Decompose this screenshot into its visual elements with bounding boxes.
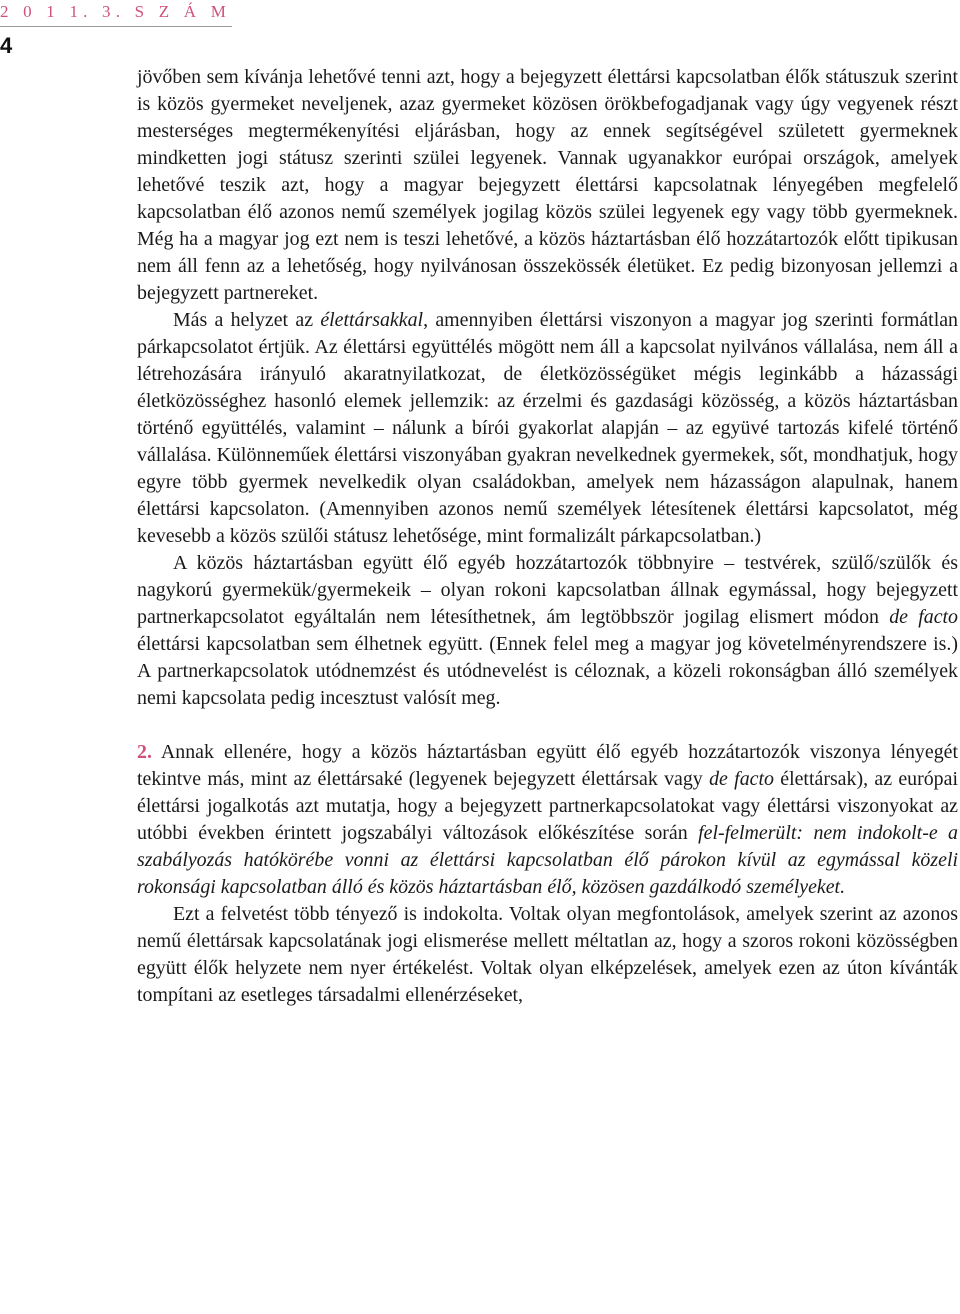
page-number: 4: [0, 33, 13, 58]
paragraph-3: [137, 550, 958, 712]
section-number: 2.: [137, 741, 152, 763]
paragraph-4-text-b: élettársak), az európai élettársi jogalkotás azt mutatja, hogy a bejegyzett partnerkapcsolatokat vagy élettársi viszonyokat az utóbbi években érintett jogszabályi változások előkészítése során: [137, 768, 958, 844]
paragraph-4: [137, 739, 958, 901]
running-header: [0, 0, 232, 27]
paragraph-3-text-a: A közös háztartásban együtt élő egyéb hozzátartozók többnyire – testvérek, szülő/szülők és nagykorú gyermekük/gyermekeik – olyan rokoni kapcsolatban állnak egymással, hogy bejegyzett partnerkapcsolatot egyáltalán nem létesíthetnek, ám legtöbbször jogilag elismert módon: [137, 552, 958, 628]
paragraph-3-text-b: élettársi kapcsolatban sem élhetnek együtt. (Ennek felel meg a magyar jog követelményrendszere is.) A partnerkapcsolatok utódnemzést és utódnevelést is céloznak, a közeli rokonságban álló személyek nemi kapcsolata pedig incesztust valósít meg.: [137, 633, 958, 709]
paragraph-4-text-a: Annak ellenére, hogy a közös háztartásban együtt élő egyéb hozzátartozók viszonya lényegét tekintve más, mint az élettársaké (legyenek bejegyzett élettársak vagy: [137, 741, 958, 790]
paragraph-5: [137, 901, 958, 1009]
paragraph-1-text: jövőben sem kívánja lehetővé tenni azt, hogy a bejegyzett élettársi kapcsolatban élők státuszuk szerint is közös gyermeket neveljenek, azaz gyermeket közösen örökbefogadjanak vagy úgy vegyenek részt mesterséges megtermékenyítési eljárásban, hogy az ennek segítségével született gyermeknek mindketten jogi státusz szerinti szülei legyenek. Vannak ugyanakkor európai országok, amelyek lehetővé teszik azt, hogy a magyar bejegyzett élettársi kapcsolatnak lényegében megfelelő kapcsolatban élő azonos nemű személyek jogilag közös szülei legyenek egy vagy több gyermeknek. Még ha a magyar jog ezt nem is teszi lehetővé, a közös háztartásban élő hozzátartozók előtt tipikusan nem áll fenn az a lehetőség, hogy nyilvánosan összekössék életüket. Ez pedig bizonyosan jellemzi a bejegyzett partnereket.: [137, 66, 958, 304]
paragraph-2: [137, 307, 958, 550]
paragraph-3-emphasis: de facto: [889, 606, 958, 628]
paragraph-2-text-a: Más a helyzet az: [173, 309, 321, 331]
paragraph-5-text: Ezt a felvetést több tényező is indokolta. Voltak olyan megfontolások, amelyek szerint az azonos nemű élettársak kapcsolatának jogi elismerése mellett méltatlan az, hogy a szoros rokoni közösségben együtt élők helyzete nem nyer értékelést. Voltak olyan elképzelések, amelyek ezen az úton kívánták tompítani az esetleges társadalmi ellenérzéseket,: [137, 903, 958, 1006]
paragraph-4-emphasis-b: fel-felmerült: nem indokolt-e a szabályozás hatókörébe vonni az élettársi kapcsolatban élő párokon kívül az egymással közeli rokonsági kapcsolatban álló és közös háztartásban élő, közösen gazdálkodó személyeket.: [137, 822, 958, 898]
paragraph-2-text-b: , amennyiben élettársi viszonyon a magyar jog szerinti formátlan párkapcsolatot értjük. Az élettársi együttélés mögött nem áll a kapcsolat nyilvános vállalása, nem áll a létrehozására irányuló akaratnyilatkozat, de életközösségüket mégis leginkább a házassági életközösséghez hasonló elemek jellemzik: az érzelmi és gazdasági közösség, a közös háztartásban történő együttélés, valamint – nálunk a bírói gyakorlat alapján – az együvé tartozás kifelé történő vállalása. Különneműek élettársi viszonyában gyakran nevelkednek gyermekek, sőt, mondhatjuk, hogy egyre több gyermek nevelkedik olyan családokban, amelyek nem házasságon alapulnak, hanem élettársi kapcsolaton. (Amennyiben azonos nemű személyek létesítenek élettársi kapcsolatot, még kevesebb a közös szülői státusz lehetősége, mint formalizált párkapcsolatban.): [137, 309, 958, 547]
article-body: [137, 64, 958, 1009]
paragraph-4-emphasis-a: de facto: [709, 768, 774, 790]
paragraph-2-emphasis: élettársakkal: [320, 309, 424, 331]
paragraph-1: [137, 64, 958, 307]
running-head-text: 2 0 1 1. 3. S Z Á M: [0, 2, 232, 21]
